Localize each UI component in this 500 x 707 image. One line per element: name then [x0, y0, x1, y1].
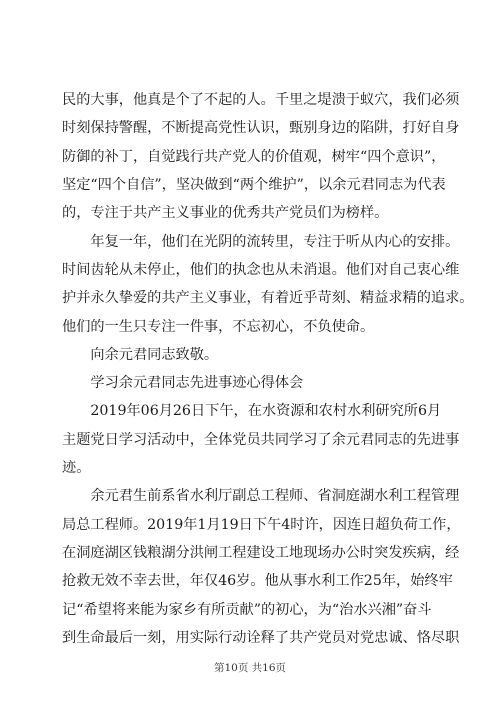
paragraph-line: 民的大事，他真是个了不起的人。千里之堤溃于蚁穴，我们必须: [62, 92, 460, 108]
paragraph-line: 到生命最后一刻，用实际行动诠释了共产党员对党忠诚、恪尽职: [62, 630, 460, 646]
page-number-footer: 第10页 共16页: [213, 662, 287, 674]
paragraph-line: 记“希望将来能为家乡有所贡献”的初心，为“治水兴湘”奋斗: [62, 601, 432, 618]
paragraph-line: 迹。: [62, 460, 91, 477]
paragraph-line: 局总工程师。2019年1月19日下午4时许，因连日超负荷工作，: [62, 516, 461, 533]
paragraph-line: 时刻保持警醒，不断提高党性认识，甄别身边的陷阱，打好自身: [62, 120, 460, 137]
paragraph-line: 的，专注于共产主义事业的优秀共产党员们为榜样。: [62, 205, 389, 222]
paragraph-line: 时间齿轮从未停止，他们的执念也从未消退。他们对自己衷心维: [62, 261, 460, 278]
paragraph-line: 他们的一生只专注一件事，不忘初心，不负使命。: [62, 318, 375, 335]
paragraph-line: 在洞庭湖区钱粮湖分洪闸工程建设工地现场办公时突发疾病，经: [62, 545, 460, 562]
paragraph-line: 年复一年，他们在光阴的流转里，专注于听从内心的安排。: [62, 233, 460, 250]
section-heading: 学习余元君同志先进事迹心得体会: [62, 375, 304, 392]
paragraph-line: 主题党日学习活动中，全体党员共同学习了余元君同志的先进事: [62, 431, 460, 448]
paragraph-line: 2019年06月26日下午，在水资源和农村水利研究所6月: [62, 403, 442, 420]
paragraph-line: 坚定“四个自信”，坚决做到“两个维护”，以余元君同志为代表: [62, 176, 446, 193]
paragraph-line: 护并永久挚爱的共产主义事业，有着近乎苛刻、精益求精的追求。: [62, 290, 474, 307]
paragraph-line: 防御的补丁，自觉践行共产党人的价值观，树牢“四个意识”，: [62, 148, 446, 165]
paragraph-line: 抢救无效不幸去世，年仅46岁。他从事水利工作25年，始终牢: [62, 573, 453, 590]
paragraph-line: 余元君生前系省水利厅副总工程师、省洞庭湖水利工程管理: [62, 488, 460, 505]
paragraph-line: 向余元君同志致敬。: [62, 346, 219, 363]
